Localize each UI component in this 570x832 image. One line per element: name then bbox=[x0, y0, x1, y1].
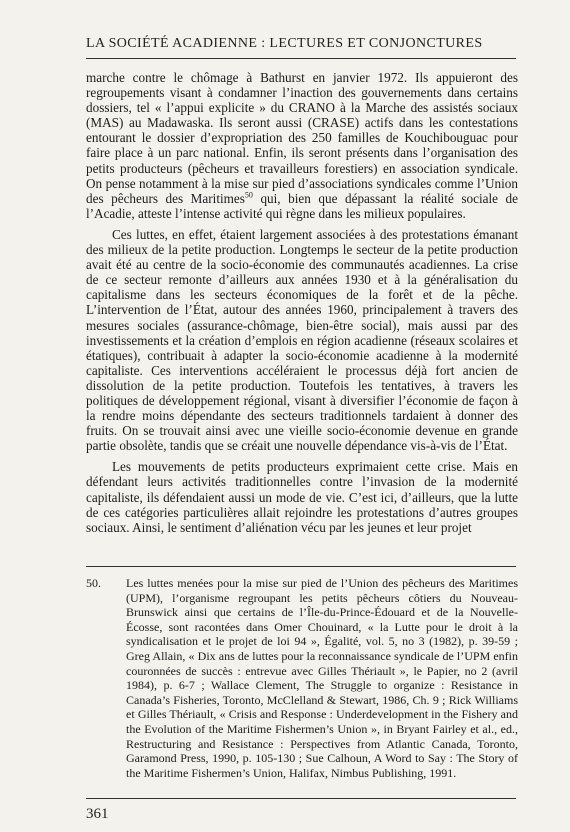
paragraph-2: Ces luttes, en effet, étaient largement associées à des protestations émanant des milieux de la petite production. Longtemps le secteur de la petite production avait été au centre de la socio-économie des communautés acadiennes. La crise de ce secteur remonte d’ailleurs aux années 1930 et à la généralisation du capitalisme dans les secteurs économiques de la forêt et de la pêche. L’intervention de l’État, autour des années 1960, principalement à travers des mesures sociales (assurance-chômage, bien-être social), mais aussi par des investissements et la création d’emplois en région acadienne (réseaux scolaires et étatiques), contribuait à adapter la socio-économie acadienne à la modernité capitaliste. Ces interventions accéléraient le processus déjà fort ancien de dissolution de la petite production. Toutefois les tentatives, à travers les politiques de développement régional, visant à diversifier l’économie de façon à la rendre moins dépendante des secteurs traditionnels tardaient à donner des fruits. On se trouvait ainsi avec une vieille socio-économie devenue en grande partie obsolète, tandis que se créait une nouvelle dépendance vis-à-vis de l’État. bbox=[86, 226, 518, 454]
footnote-divider bbox=[86, 566, 516, 567]
paragraph-3: Les mouvements de petits producteurs exprimaient cette crise. Mais en défendant leurs activités traditionnelles contre l’invasion de la modernité capitaliste, ils défendaient aussi un mode de vie. C’est ici, d’ailleurs, que la lutte de ces catégories particulières allait rejoindre les protestations d’autres groupes sociaux. Ainsi, le sentiment d’aliénation vécu par les jeunes et leur projet bbox=[86, 459, 518, 535]
running-header: LA SOCIÉTÉ ACADIENNE : LECTURES ET CONJONCTURES bbox=[86, 36, 483, 51]
paragraph-1-end: qui, bien que dépassant la réalité sociale de l’Acadie, atteste l’intense activité qui règne dans les milieux populaires. bbox=[86, 190, 518, 221]
footnote-number: 50. bbox=[86, 576, 101, 590]
paragraph-1-text: marche contre le chômage à Bathurst en janvier 1972. Ils appuieront des regroupements visant à condamner l’inaction des gouvernements dans certains dossiers, tel « l’appui explicite » du CRANO à la Marche des assistés sociaux (MAS) au Madawaska. Ils seront aussi (CRASE) actifs dans les contestations entourant le dossier d’expropriation des 250 familles de Kouchibouguac pour faire place à un parc national. Enfin, ils seront présents dans l’organisation des petits producteurs (pêcheurs et travailleurs forestiers) en association syndicale. On pense notamment à la mise sur pied d’associations syndicales comme l’Union des pêcheurs des Maritimes bbox=[86, 70, 518, 206]
footnote-reference: 50 bbox=[244, 190, 253, 200]
body-text bbox=[86, 70, 518, 541]
bottom-divider bbox=[86, 798, 516, 799]
footnote bbox=[86, 576, 518, 780]
header-divider bbox=[86, 58, 516, 59]
page-number: 361 bbox=[86, 806, 109, 822]
footnote-text: Les luttes menées pour la mise sur pied de l’Union des pêcheurs des Maritimes (UPM), l’organisme regroupant les petits pêcheurs côtiers du Nouveau-Brunswick ainsi que certains de l’Île-du-Prince-Édouard et de la Nouvelle-Écosse, sont racontées dans Omer Chouinard, « la Lutte pour le droit à la syndicalisation et le projet de loi 94 », Égalité, vol. 5, no 3 (1982), p. 39-59 ; Greg Allain, « Dix ans de luttes pour la reconnaissance syndicale de l’UPM enfin couronnées de succès : entrevue avec Gilles Thériault », le Papier, no 2 (avril 1984), p. 6-7 ; Wallace Clement, The Struggle to organize : Resistance in Canada’s Fisheries, Toronto, McClelland & Stewart, 1986, Ch. 9 ; Rick Williams et Gilles Thériault, « Crisis and Response : Underdevelopment in the Fishery and the Evolution of the Maritime Fishermen’s Union », in Bryant Fairley et al., ed., Restructuring and Resistance : Perspectives from Atlantic Canada, Toronto, Garamond Press, 1990, p. 105-130 ; Sue Calhoun, A Word to Say : The Story of the Maritime Fishermen’s Union, Halifax, Nimbus Publishing, 1991. bbox=[126, 576, 518, 780]
paragraph-1 bbox=[86, 70, 518, 221]
